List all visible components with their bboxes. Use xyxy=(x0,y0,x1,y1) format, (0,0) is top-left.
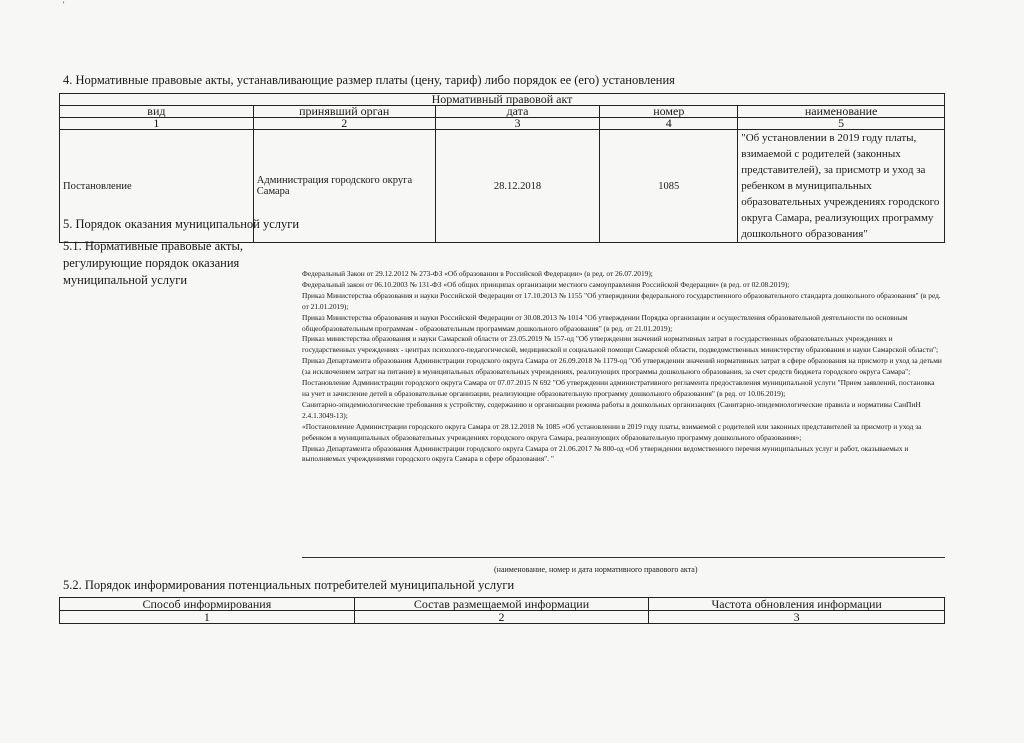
col-number: 2 xyxy=(354,611,649,624)
col-header-organ: принявший орган xyxy=(253,106,435,118)
col-header-number: номер xyxy=(600,106,738,118)
col-header-content: Состав размещаемой информации xyxy=(354,598,649,611)
col-number: 4 xyxy=(600,118,738,130)
list-item: Постановление Администрации городского округа Самара от 07.07.2015 N 692 "Об утверждении административного регламента предоставления муниципальной услуги "Прием заявлений, постановка на учет и зачисление детей в образовательные организации, реализующие образовательную программу дошкольного образования" (в ред. от 10.06.2019); xyxy=(302,378,935,398)
list-item: Приказ министерства образования и науки Самарской области от 23.05.2019 № 157-од "Об утверждении значений нормативных затрат в государственных образовательных учреждениях и государственных учреждениях - центрах психолого-педагогической, медицинской и социальной помощи Самарской области, подведомственных министерству образования и науки Самарской области"; xyxy=(302,334,939,355)
col-header-frequency: Частота обновления информации xyxy=(649,598,945,611)
list-item: «Постановление Администрации городского округа Самара от 28.12.2018 № 1085 «Об установлении в 2019 году платы, взимаемой с родителей или законных представителей за присмотр и уход за ребенком в муниципальных образовательных учреждениях городского округа Самара, реализующих образовательную программу дошкольного образования»; xyxy=(302,421,922,442)
col-number: 5 xyxy=(738,118,945,130)
group-header: Нормативный правовой акт xyxy=(60,94,945,106)
col-header-method: Способ информирования xyxy=(60,598,355,611)
list-item: Приказ Министерства образования и науки Российской Федерации от 30.08.2013 № 1014 "Об утверждении Порядка организации и осуществления образовательной деятельности по основным общеобразовательным программам - образовательным программам дошкольного образования" (в ред. от 21.01.2019); xyxy=(302,312,908,333)
acts-caption: (наименование, номер и дата нормативного правового акта) xyxy=(494,565,698,574)
signature-line xyxy=(302,557,945,558)
informing-table xyxy=(59,597,945,624)
col-number: 2 xyxy=(253,118,435,130)
cell-number: 1085 xyxy=(600,130,738,243)
table-header-row xyxy=(60,598,945,611)
cell-organ: Администрация городского округа Самара xyxy=(253,130,435,243)
table-number-row xyxy=(60,611,945,624)
section52-heading: 5.2. Порядок информирования потенциальных потребителей муниципальной услуги xyxy=(63,578,515,592)
col-number: 1 xyxy=(60,611,355,624)
list-item: Приказ Министерства образования и науки Российской Федерации от 17.10.2013 № 1155 "Об утверждении федерального государственного образовательного стандарта дошкольного образования" (в ред. от 21.01.2019); xyxy=(302,290,941,311)
section51-heading: 5.1. Нормативные правовые акты, регулирующие порядок оказания муниципальной услуги xyxy=(63,239,244,287)
section4-heading: 4. Нормативные правовые акты, устанавливающие размер платы (цену, тариф) либо порядок ее (его) установления xyxy=(63,73,675,87)
cell-date: 28.12.2018 xyxy=(435,130,600,243)
col-number: 3 xyxy=(435,118,600,130)
col-header-date: дата xyxy=(435,106,600,118)
list-item: Приказ Департамента образования Администрации городского округа Самара от 21.06.2017 № 800-од «Об утверждении ведомственного перечня муниципальных услуг и работ, оказываемых и выполняемых учреждениями городского округа Самара в сфере образования". " xyxy=(302,443,909,464)
list-item: Федеральный закон от 06.10.2003 № 131-ФЗ «Об общих принципах организации местного самоуправления Российской Федерации» (в ред. от 02.08.2019); xyxy=(302,279,790,289)
list-item: Федеральный Закон от 29.12.2012 № 273-ФЗ «Об образовании в Российской Федерации» (в ред. от 26.07.2019); xyxy=(302,269,653,278)
cell-name: "Об установлении в 2019 году платы, взимаемой с родителей (законных представителей), за присмотр и уход за ребенком в муниципальных образовательных учреждениях городского округа Самара, реализующих программу дошкольного образования" xyxy=(738,130,945,243)
list-item: Приказ Департамента образования Администрации городского округа Самара от 26.09.2018 № 1179-од "Об утверждении значений нормативных затрат в сфере образования на присмотр и уход за детьми (за исключением затрат на питание) в муниципальных образовательных учреждениях, реализующих программы дошкольного образования, за счет средств бюджета городского округа Самара"; xyxy=(302,356,942,377)
cell-vid: Постановление xyxy=(60,130,254,243)
table-header-row xyxy=(60,106,945,118)
col-number: 1 xyxy=(60,118,254,130)
top-mark: ' xyxy=(63,0,65,9)
col-header-name: наименование xyxy=(738,106,945,118)
col-header-vid: вид xyxy=(60,106,254,118)
legal-acts-list xyxy=(302,269,942,465)
col-number: 3 xyxy=(649,611,945,624)
section5-heading: 5. Порядок оказания муниципальной услуги xyxy=(63,217,300,231)
table-number-row xyxy=(60,118,945,130)
list-item: Санитарно-эпидемиологические требования к устройству, содержанию и организации режима работы в дошкольных организациях (Санитарно-эпидемиологические правила и нормативы СанПиН 2.4.1.3049-13); xyxy=(302,399,921,420)
